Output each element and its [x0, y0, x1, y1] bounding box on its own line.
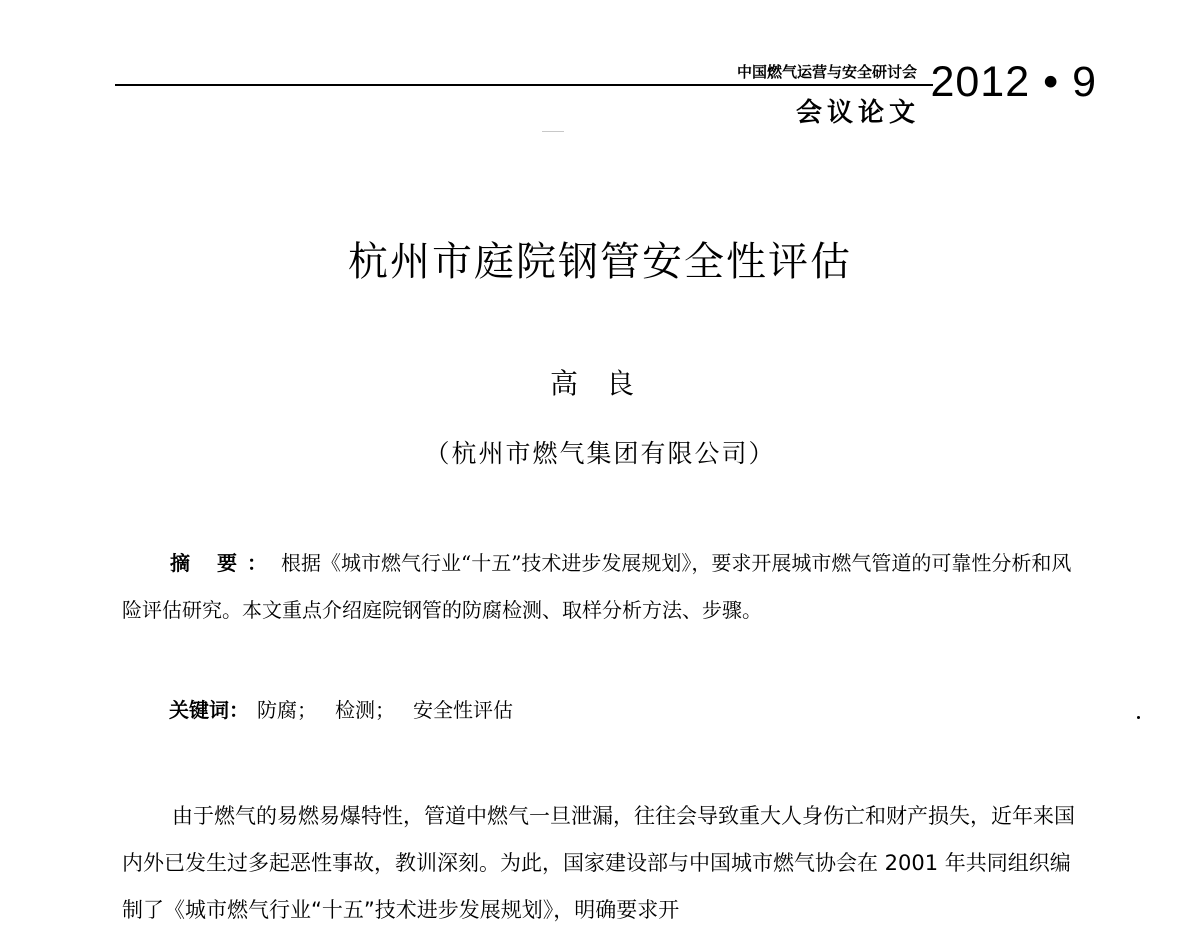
issue-number: 2012 • 9: [930, 58, 1097, 106]
paper-author: 高良: [549, 367, 662, 400]
scan-artifact-line: [542, 131, 564, 132]
abstract: [122, 540, 1084, 634]
abstract-label: 摘 要：: [170, 551, 277, 575]
keyword: 防腐；: [257, 698, 317, 722]
scan-artifact-dot: [1137, 716, 1140, 719]
conference-name: 中国燃气运营与安全研讨会: [736, 63, 917, 81]
paper-title: 杭州市庭院钢管安全性评估: [348, 239, 852, 285]
author-affiliation: （杭州市燃气集团有限公司）: [424, 439, 776, 468]
keywords-label: 关键词：: [169, 698, 249, 722]
abstract-text: 根据《城市燃气行业“十五”技术进步发展规划》，要求开展城市燃气管道的可靠性分析和风险评估研究。本文重点介绍庭院钢管的防腐检测、取样分析方法、步骤。: [122, 551, 1072, 622]
keyword: 检测；: [335, 698, 395, 722]
paper-type-label: 会议论文: [795, 98, 920, 128]
keyword: 安全性评估: [413, 698, 513, 722]
keywords: [169, 695, 531, 725]
body-paragraph: 由于燃气的易燃易爆特性，管道中燃气一旦泄漏，往往会导致重大人身伤亡和财产损失，近年来国内外已发生过多起恶性事故，教训深刻。为此，国家建设部与中国城市燃气协会在 2001 年共同组织编制了《城市燃气行业“十五”技术进步发展规划》，明确要求开: [122, 804, 1075, 922]
